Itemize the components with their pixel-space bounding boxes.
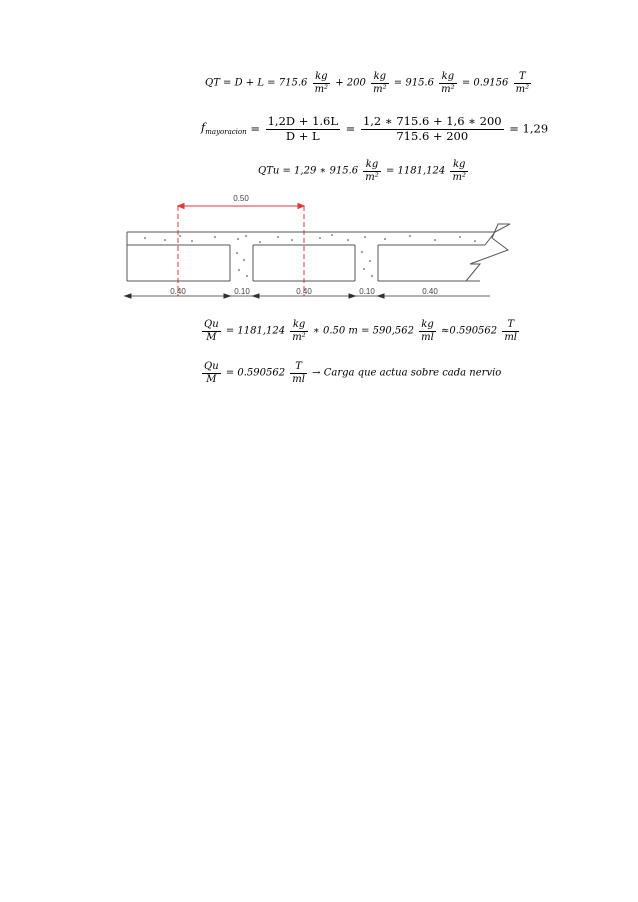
rib-spacing-dimension	[178, 204, 304, 297]
unit-fraction: $\frac{T}{ml}$	[504, 319, 518, 343]
eq5-conclusion-text: → Carga que actua sobre cada nervio	[312, 367, 502, 379]
eq2-lhs-subscript: mayoracion	[205, 128, 247, 136]
unit-fraction: $\frac{T}{ml}$	[292, 361, 305, 385]
eq5-term: = 0.590562	[225, 367, 286, 379]
lhs-fraction: $\frac{Qu}{M}$	[204, 319, 219, 343]
eq3-lhs: QTu = 1,29 ∗ 915.6	[258, 165, 359, 177]
unit-fraction: $\frac{kg}{\text{m²}}$	[292, 319, 306, 343]
bottom-dim-label: 0.40	[296, 287, 312, 296]
eq4-term: = 1181,124	[225, 325, 286, 337]
eq2-lhs: f	[201, 120, 206, 134]
slab-section-diagram	[120, 190, 520, 305]
eq4-term: ≈0.590562	[441, 325, 498, 337]
eq1-lhs: QT = D + L = 715.6	[205, 77, 308, 89]
equation-total-load	[205, 72, 533, 95]
bottom-dim-label: 0.40	[422, 287, 438, 296]
equation-ultimate-load	[258, 160, 470, 183]
unit-fraction: $\frac{T}{\text{m²}}$	[515, 71, 530, 95]
eq1-term: + 200	[335, 77, 366, 89]
equation-load-per-rib	[200, 320, 521, 343]
lhs-fraction: $\frac{Qu}{M}$	[204, 361, 219, 385]
unit-fraction: $\frac{kg}{\text{m²}}$	[441, 71, 455, 95]
factor-values-fraction: $\frac{1,2 ∗ 715.6 + 1,6 ∗ 200}{715.6 + 200}$	[362, 114, 502, 143]
eq1-term: = 915.6	[393, 77, 434, 89]
eq1-term: = 0.9156	[461, 77, 509, 89]
bottom-dim-label: 0.10	[234, 287, 250, 296]
equation-amplification-factor	[201, 116, 548, 142]
unit-fraction: $\frac{kg}{\text{m²}}$	[452, 159, 466, 183]
concrete-aggregate-dots	[144, 234, 476, 277]
unit-fraction: $\frac{kg}{ml}$	[421, 319, 434, 343]
dimension-label-top: 0.50	[233, 194, 249, 203]
bottom-dim-label: 0.10	[359, 287, 375, 296]
eq4-term: ∗ 0.50 m = 590,562	[312, 325, 414, 337]
eq2-equals: =	[250, 121, 260, 136]
factor-formula-fraction: $\frac{1,2D + 1.6L}{D + L}$	[267, 114, 338, 143]
unit-fraction: $\frac{kg}{\text{m²}}$	[365, 159, 379, 183]
unit-fraction: $\frac{kg}{\text{m²}}$	[373, 71, 387, 95]
unit-fraction: $\frac{kg}{\text{m²}}$	[314, 71, 329, 95]
equation-load-on-rib-conclusion	[200, 362, 501, 385]
slab-outline	[127, 224, 510, 281]
eq2-result: = 1,29	[509, 121, 549, 136]
eq2-equals: =	[345, 121, 356, 136]
eq3-term: = 1181,124	[385, 165, 446, 177]
bottom-dim-label: 0.40	[170, 287, 186, 296]
